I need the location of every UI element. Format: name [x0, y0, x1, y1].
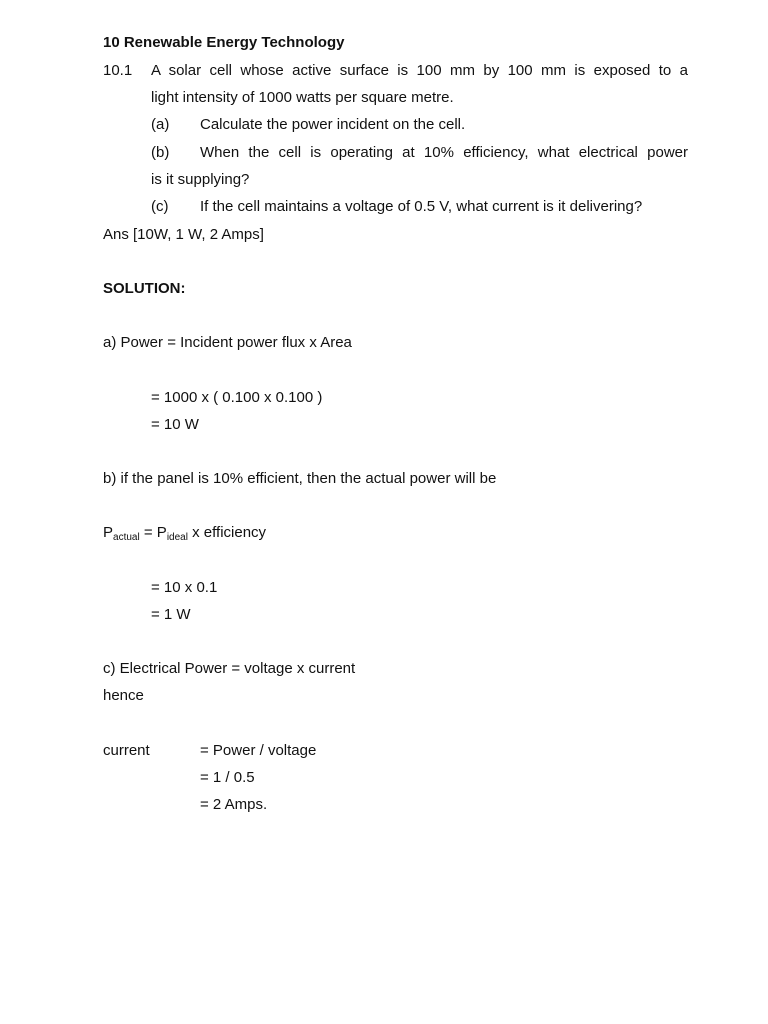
- solution-c-step-2: = 1 / 0.5: [200, 769, 255, 786]
- problem-text-line-2: light intensity of 1000 watts per square metre.: [151, 89, 454, 106]
- solution-c-statement: c) Electrical Power = voltage x current: [103, 660, 356, 677]
- solution-a-step-1: = 1000 x ( 0.100 x 0.100 ): [151, 389, 323, 406]
- part-a-text: Calculate the power incident on the cell.: [200, 116, 466, 133]
- solution-c-step-3: = 2 Amps.: [200, 796, 268, 813]
- eq-times-efficiency: x efficiency: [187, 524, 267, 541]
- eq-p-actual: P: [103, 524, 114, 541]
- part-b-label: (b): [151, 144, 170, 161]
- problem-number: 10.1: [103, 62, 133, 79]
- solution-b-step-2: = 1 W: [151, 606, 191, 623]
- eq-equals-p-ideal: = P: [139, 524, 167, 541]
- part-c-text: If the cell maintains a voltage of 0.5 V, what current is it delivering?: [200, 198, 643, 215]
- solution-b-step-1: = 10 x 0.1: [151, 579, 218, 596]
- part-c-label: (c): [151, 198, 169, 215]
- solution-a-step-2: = 10 W: [151, 416, 199, 433]
- solution-a-statement: a) Power = Incident power flux x Area: [103, 334, 352, 351]
- part-b-text-continued: is it supplying?: [151, 171, 250, 188]
- eq-sub-ideal: ideal: [166, 532, 188, 543]
- solution-c-label: current: [103, 742, 150, 759]
- solution-c-step-1: = Power / voltage: [200, 742, 317, 759]
- problem-text-line-1: A solar cell whose active surface is 100 mm by 100 mm is exposed to a: [151, 62, 688, 79]
- solution-b-statement: b) if the panel is 10% efficient, then the actual power will be: [103, 470, 497, 487]
- eq-sub-actual: actual: [113, 532, 140, 543]
- efficiency-equation: [103, 523, 266, 543]
- part-b-text: When the cell is operating at 10% efficiency, what electrical power: [200, 144, 688, 161]
- part-a-label: (a): [151, 116, 170, 133]
- answer-line: Ans [10W, 1 W, 2 Amps]: [103, 226, 264, 243]
- section-heading: 10 Renewable Energy Technology: [103, 34, 345, 51]
- solution-heading: SOLUTION:: [103, 280, 186, 297]
- solution-c-hence: hence: [103, 687, 144, 704]
